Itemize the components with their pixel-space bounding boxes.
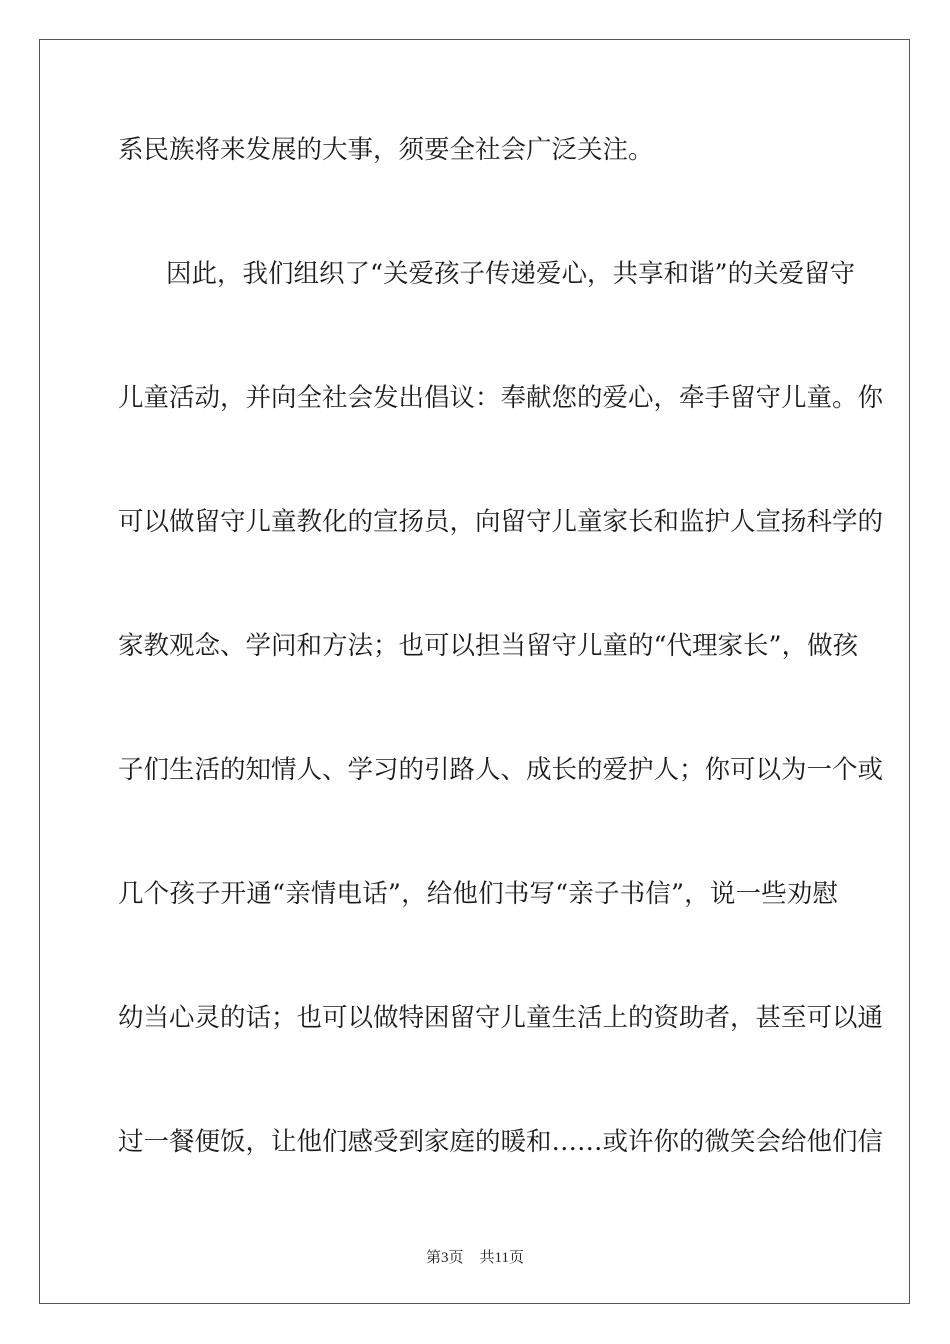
body-line-1: 系民族将来发展的大事，须要全社会广泛关注。 bbox=[118, 135, 654, 165]
body-line-3: 儿童活动，并向全社会发出倡议：奉献您的爱心，牵手留守儿童。你 bbox=[118, 383, 884, 413]
page-total: 共11页 bbox=[479, 1250, 524, 1266]
page-footer bbox=[0, 1246, 950, 1267]
page-border bbox=[39, 39, 910, 1304]
body-line-6: 子们生活的知情人、学习的引路人、成长的爱护人；你可以为一个或 bbox=[118, 755, 884, 785]
body-line-8: 幼当心灵的话；也可以做特困留守儿童生活上的资助者，甚至可以通 bbox=[118, 1003, 884, 1033]
body-line-2-paragraph-start: 因此，我们组织了“关爱孩子传递爱心，共享和谐”的关爱留守 bbox=[166, 259, 856, 289]
body-line-5: 家教观念、学问和方法；也可以担当留守儿童的“代理家长”，做孩 bbox=[118, 631, 859, 661]
page-number: 第3页 bbox=[426, 1250, 464, 1266]
body-line-9: 过一餐便饭，让他们感受到家庭的暖和……或许你的微笑会给他们信 bbox=[118, 1127, 884, 1157]
body-line-7: 几个孩子开通“亲情电话”，给他们书写“亲子书信”，说一些劝慰 bbox=[118, 879, 838, 909]
body-line-4: 可以做留守儿童教化的宣扬员，向留守儿童家长和监护人宣扬科学的 bbox=[118, 507, 884, 537]
